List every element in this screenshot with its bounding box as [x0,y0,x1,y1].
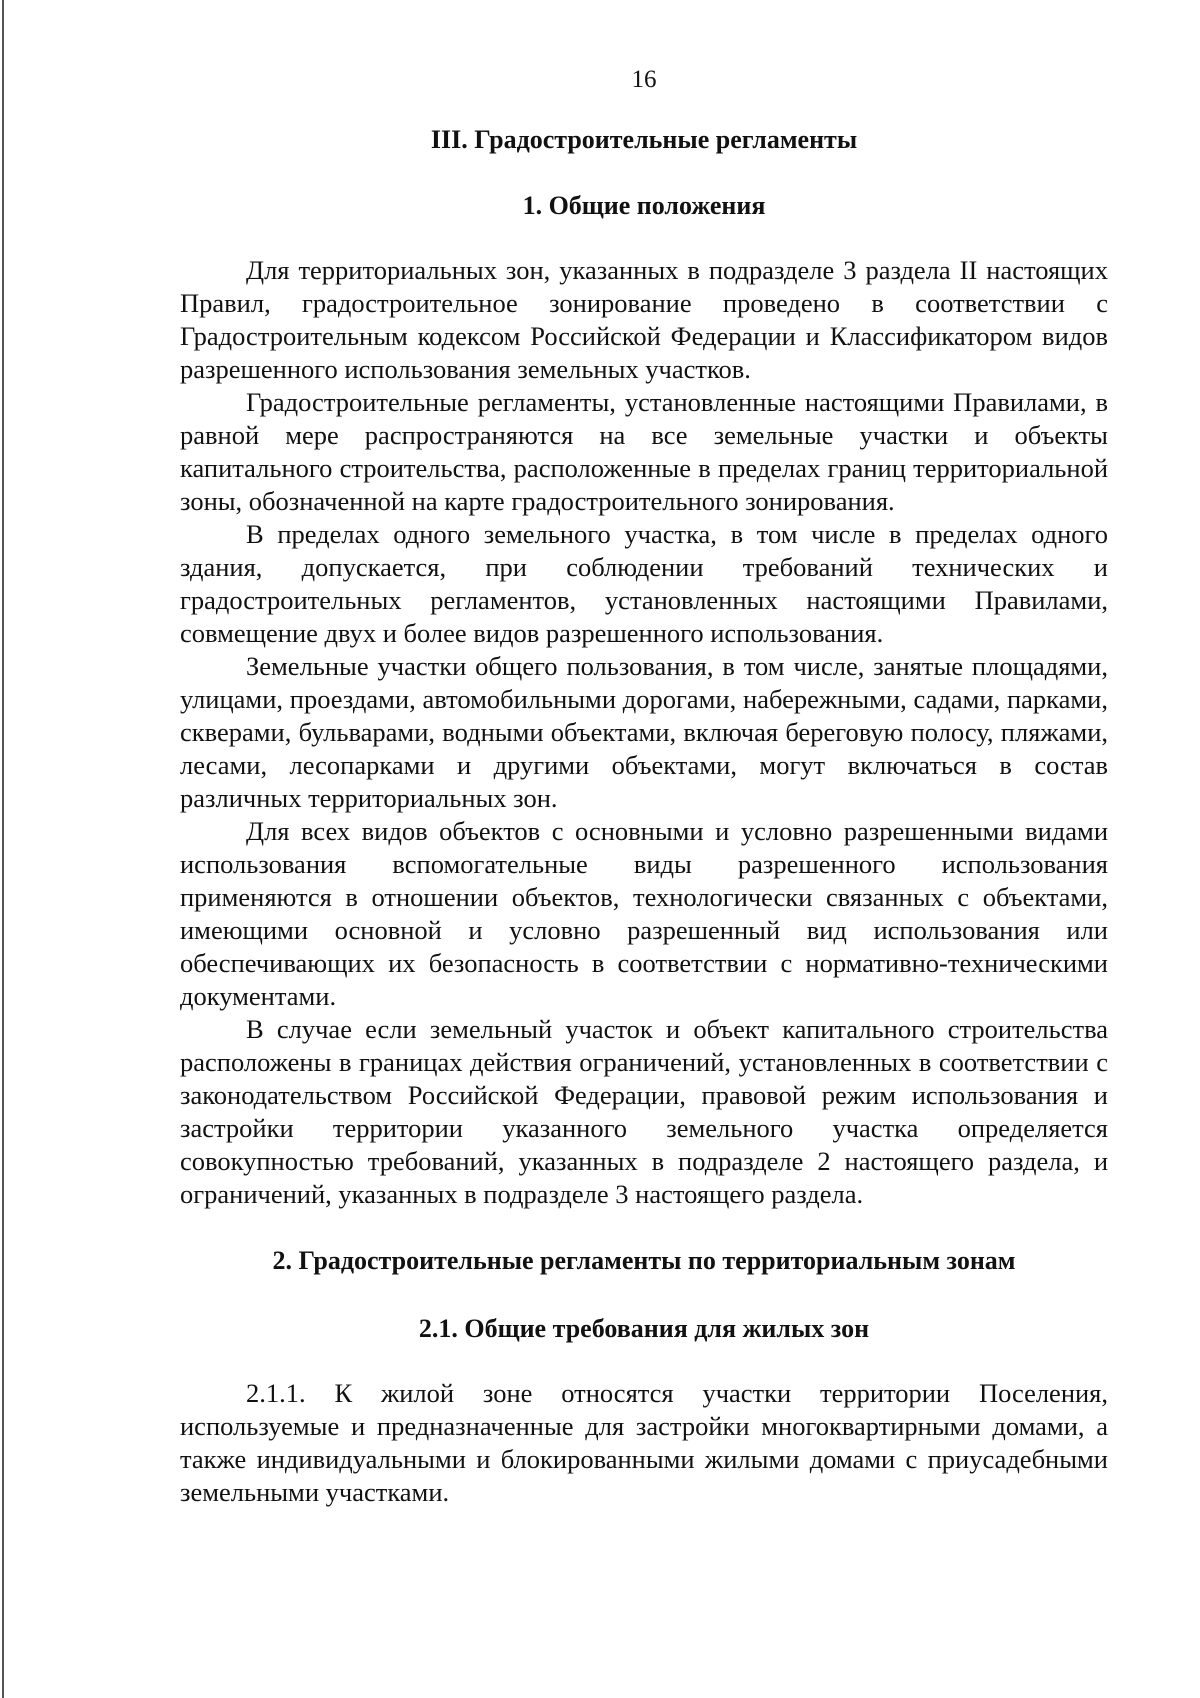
page-number: 16 [631,66,657,93]
subsection-residential-zones-title: 2.1. Общие требования для жилых зон [418,1314,870,1343]
paragraph: Для всех видов объектов с основными и условно разрешенными видами использования вспомогательные виды разрешенного использования применяются в отношении объектов, технологически связанных с объектами, имеющими основной и условно разрешенный вид использования или обеспечивающих их безопасность в соответствии с нормативно-техническими документами. [180,816,1108,1011]
paragraph: Градостроительные регламенты, установленные настоящими Правилами, в равной мере распространяются на все земельные участки и объекты капитального строительства, расположенные в пределах границ территориальной зоны, обозначенной на карте градостроительного зонирования. [180,387,1108,516]
paragraph-2-1-1: 2.1.1. К жилой зоне относятся участки территории Поселения, используемые и предназначенные для застройки многоквартирными домами, а также индивидуальными и блокированными жилыми домами с приусадебными земельными участками. [180,1378,1108,1507]
page-edge-line [2,0,4,1698]
general-provisions-body [180,254,1108,1211]
paragraph: В случае если земельный участок и объект капитального строительства расположены в границах действия ограничений, установленных в соответствии с законодательством Российской Федерации, правовой режим использования и застройки территории указанного земельного участка определяется совокупностью требований, указанных в подразделе 2 настоящего раздела, и ограничений, указанных в подразделе 3 настоящего раздела. [180,1014,1108,1209]
paragraph: Для территориальных зон, указанных в подразделе 3 раздела II настоящих Правил, градостроительное зонирование проведено в соответствии с Градостроительным кодексом Российской Федерации и Классификатором видов разрешенного использования земельных участков. [180,255,1108,384]
document-page [180,60,1108,1509]
paragraph: Земельные участки общего пользования, в том числе, занятые площадями, улицами, проездами, автомобильными дорогами, набережными, садами, парками, скверами, бульварами, водными объектами, включая береговую полосу, пляжами, лесами, лесопарками и другими объектами, могут включаться в состав различных территориальных зон. [180,651,1108,813]
paragraph: В пределах одного земельного участка, в том числе в пределах одного здания, допускается, при соблюдении требований технических и градостроительных регламентов, установленных настоящими Правилами, совмещение двух и более видов разрешенного использования. [180,519,1108,648]
subsection-zone-regulations-title: 2. Градостроительные регламенты по территориальным зонам [272,1246,1016,1275]
subsection-general-provisions-title: 1. Общие положения [522,191,766,220]
section-title: III. Градостроительные регламенты [430,125,858,154]
